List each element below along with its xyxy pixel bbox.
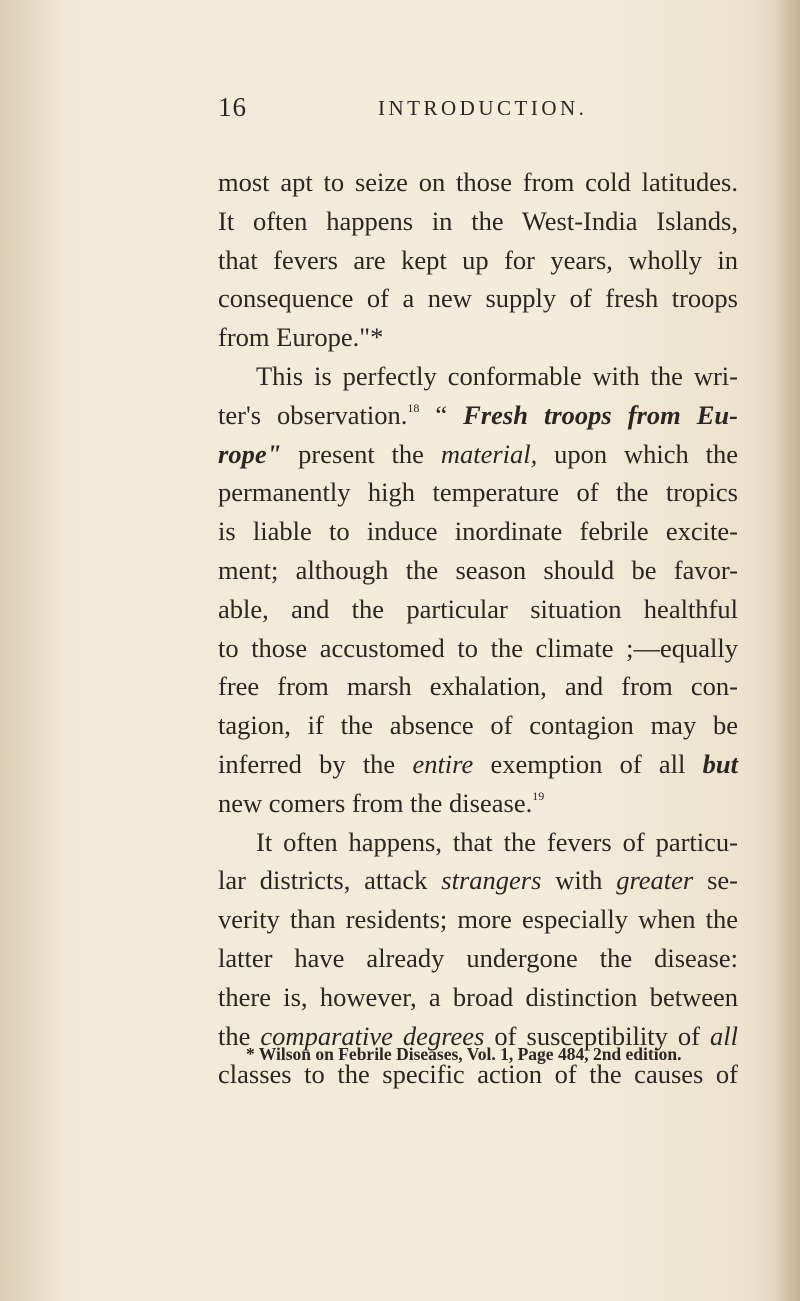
text-run: exemption of all [473,748,703,779]
text-line [218,396,738,435]
text-line: classes to the specific action of the causes of [218,1059,738,1090]
emphasis: greater [616,865,694,896]
page-shadow-right [774,0,800,1301]
text-line: tagion, if the absence of contagion may be [218,710,738,741]
text-line [218,745,738,784]
body-text [218,163,738,1094]
text-run: inferred by the [218,748,413,779]
text-run: present the [281,438,441,469]
emphasis: rope" [218,438,282,469]
emphasis: material, [440,438,538,469]
text-run: se- [693,865,738,896]
text-line: from Europe."* [218,322,384,353]
text-line: It often happens in the West-India Islands, [218,205,738,236]
text-line: consequence of a new supply of fresh troops [218,283,738,314]
text-line [218,784,738,823]
text-run: upon which the [537,438,738,469]
emphasis: comparative degrees [260,1020,485,1051]
text-line: that fevers are kept up for years, wholly in [218,244,738,275]
text-line: there is, however, a broad distinction between [218,981,738,1012]
text-line: This is perfectly conformable with the wri- [256,360,738,391]
text-line: ment; although the season should be favor- [218,554,738,585]
text-line: most apt to seize on those from cold latitudes. [218,167,738,197]
text-run: lar districts, attack [218,865,442,896]
running-head: INTRODUCTION. [378,96,588,120]
emphasis: Fresh troops from Eu- [463,399,738,430]
emphasis: strangers [441,865,542,896]
footnote-ref-19: 19 [532,788,545,803]
text-line: It often happens, that the fevers of particu- [256,826,738,857]
text-run: of susceptibility of [484,1020,711,1051]
page-number: 16 [218,92,247,122]
emphasis: but [702,748,738,779]
page-shadow-left [0,0,60,1301]
footnote: * Wilson on Febrile Diseases, Vol. 1, Page 484, 2nd edition. [246,1044,682,1064]
emphasis: entire [412,748,474,779]
text-line [218,435,738,474]
text-line: free from marsh exhalation, and from con- [218,671,738,702]
footnote-ref-18: 18 [407,400,420,415]
text-run: ter's observation. [218,399,408,430]
page-header [218,92,738,132]
text-line: is liable to induce inordinate febrile excite- [218,516,738,547]
text-run: the [218,1020,261,1051]
emphasis: all [710,1020,738,1051]
text-line: latter have already undergone the disease: [218,942,738,973]
text-line [218,861,738,900]
text-run: “ [419,399,464,430]
text-line: able, and the particular situation healthful [218,593,738,624]
text-run: new comers from the disease. [218,787,533,818]
text-line: permanently high temperature of the tropics [218,477,738,508]
text-line: verity than residents; more especially when the [218,904,738,935]
text-run: with [541,865,617,896]
text-line: to those accustomed to the climate ;—equally [218,632,738,663]
